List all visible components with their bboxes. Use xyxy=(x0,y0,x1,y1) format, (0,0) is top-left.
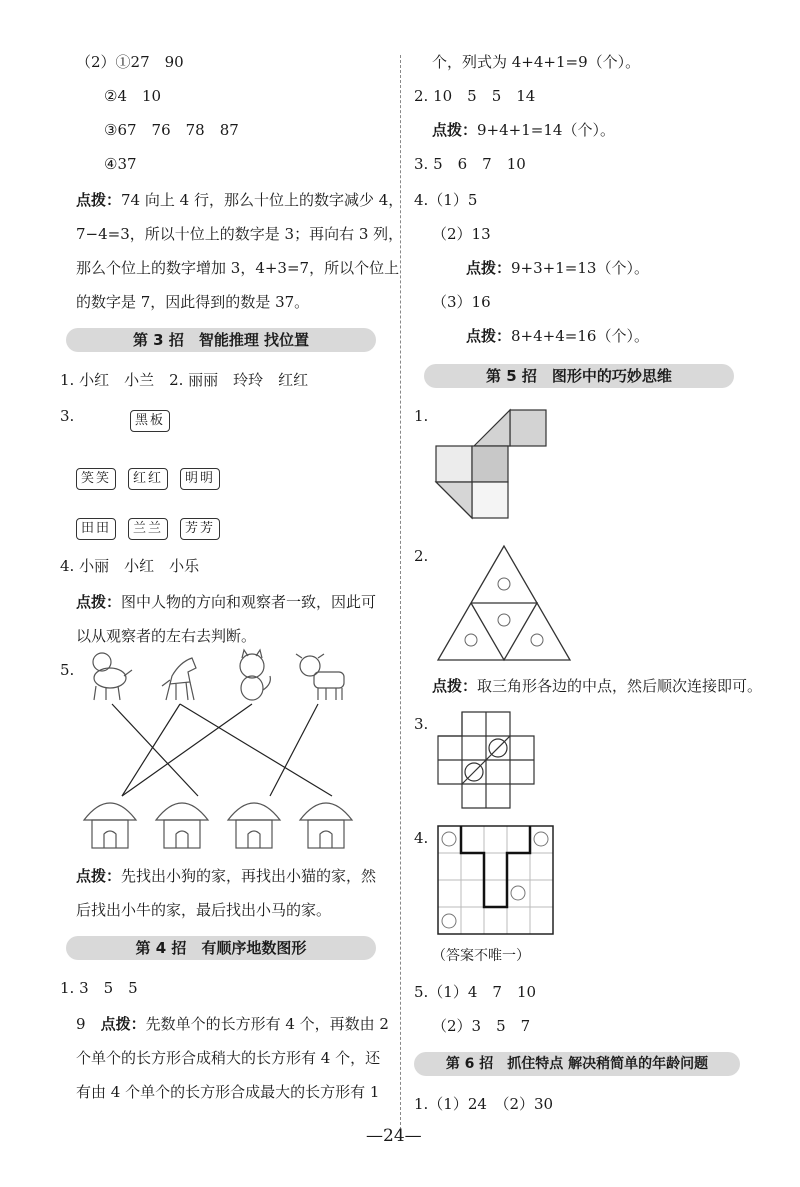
chick-icon xyxy=(465,634,477,646)
s3-q1: 1. 小红 小兰 2. 丽丽 玲玲 红红 xyxy=(60,371,309,389)
tip1-line3: 那么个位上的数字增加 3，4+3=7，所以个位上 xyxy=(76,259,400,277)
tip1-line4: 的数字是 7，因此得到的数是 37。 xyxy=(76,293,310,311)
r-tip1: 点拨：9+4+1=14（个）。 xyxy=(432,121,615,139)
dog-icon xyxy=(93,653,132,700)
s4-q1: 1. 3 5 5 xyxy=(60,979,138,997)
seat-box: 兰兰 xyxy=(128,518,168,540)
r-q4-2: （2）13 xyxy=(432,225,491,243)
seat-box: 红红 xyxy=(128,468,168,490)
q2-sub3: ③67 76 78 87 xyxy=(104,121,239,139)
tip1-line1: 点拨：74 向上 4 行，那么十位上的数字减少 4， xyxy=(76,191,404,209)
r-line0: 个，列式为 4+4+1=9（个）。 xyxy=(432,53,641,71)
s4-line1: 9 点拨：先数单个的长方形有 4 个，再数由 2 xyxy=(76,1015,389,1033)
folded-squares-figure xyxy=(436,410,550,520)
animal-house-matching-figure xyxy=(80,648,370,858)
bear-icon xyxy=(442,832,456,846)
seat-box: 笑笑 xyxy=(76,468,116,490)
s3-q3-label: 3. xyxy=(60,407,75,425)
cat-icon xyxy=(240,650,270,700)
mushroom-house-icon xyxy=(228,803,280,848)
tip2-line1: 点拨：图中人物的方向和观察者一致，因此可 xyxy=(76,593,377,611)
q2-sub2: ②4 10 xyxy=(104,87,162,105)
seat-box: 明明 xyxy=(180,468,220,490)
chick-icon xyxy=(498,614,510,626)
path-grid-figure xyxy=(438,826,556,936)
bear-icon xyxy=(442,914,456,928)
tip3-line2: 后找出小牛的家，最后找出小马的家。 xyxy=(76,901,332,919)
s5-q3-label: 3. xyxy=(414,715,429,733)
s5-q5-2: （2）3 5 7 xyxy=(432,1017,531,1035)
s5-tip: 点拨：取三角形各边的中点，然后顺次连接即可。 xyxy=(432,677,763,695)
page-number: —24— xyxy=(366,1126,422,1146)
r-tip3: 点拨：8+4+4=16（个）。 xyxy=(466,327,649,345)
s6-q1: 1.（1）24 （2）30 xyxy=(414,1095,554,1113)
seat-box: 田田 xyxy=(76,518,116,540)
r-q2: 2. 10 5 5 14 xyxy=(414,87,536,105)
seat-box: 芳芳 xyxy=(180,518,220,540)
s5-q1-label: 1. xyxy=(414,407,429,425)
mushroom-house-icon xyxy=(300,803,352,848)
mushroom-house-icon xyxy=(156,803,208,848)
s4-line3: 有由 4 个单个的长方形合成最大的长方形有 1 xyxy=(76,1083,380,1101)
r-q4-1: 4.（1）5 xyxy=(414,191,478,209)
q2-sub4: ④37 xyxy=(104,155,137,173)
cross-grid-figure xyxy=(438,712,538,812)
horse-icon xyxy=(162,658,196,700)
bear-icon xyxy=(511,886,525,900)
r-q4-3: （3）16 xyxy=(432,293,491,311)
section-6-header: 第 6 招 抓住特点 解决稍简单的年龄问题 xyxy=(414,1052,740,1076)
tip2-line2: 以从观察者的左右去判断。 xyxy=(76,627,257,645)
section-3-header: 第 3 招 智能推理 找位置 xyxy=(66,328,376,352)
q2-sub1: （2）①27 90 xyxy=(76,53,184,71)
tip3-line1: 点拨：先找出小狗的家，再找出小猫的家，然 xyxy=(76,867,377,885)
s5-q4-label: 4. xyxy=(414,829,429,847)
s3-q5-label: 5. xyxy=(60,661,75,679)
s5-note: （答案不唯一） xyxy=(432,948,530,964)
mushroom-house-icon xyxy=(84,803,136,848)
tip1-line2: 7−4=3，所以十位上的数字是 3；再向右 3 列， xyxy=(76,225,404,243)
s4-line2: 个单个的长方形合成稍大的长方形有 4 个，还 xyxy=(76,1049,381,1067)
s3-q4: 4. 小丽 小红 小乐 xyxy=(60,557,200,575)
s5-q2-label: 2. xyxy=(414,547,429,565)
chick-icon xyxy=(498,578,510,590)
blackboard-box: 黑板 xyxy=(130,410,170,432)
r-tip2: 点拨：9+3+1=13（个）。 xyxy=(466,259,649,277)
section-5-header: 第 5 招 图形中的巧妙思维 xyxy=(424,364,734,388)
s5-q5-1: 5.（1）4 7 10 xyxy=(414,983,537,1001)
chick-icon xyxy=(531,634,543,646)
triangle-division-figure xyxy=(436,544,572,662)
bear-icon xyxy=(534,832,548,846)
column-divider xyxy=(400,55,401,1135)
section-4-header: 第 4 招 有顺序地数图形 xyxy=(66,936,376,960)
cow-icon xyxy=(296,654,344,700)
r-q3: 3. 5 6 7 10 xyxy=(414,155,526,173)
